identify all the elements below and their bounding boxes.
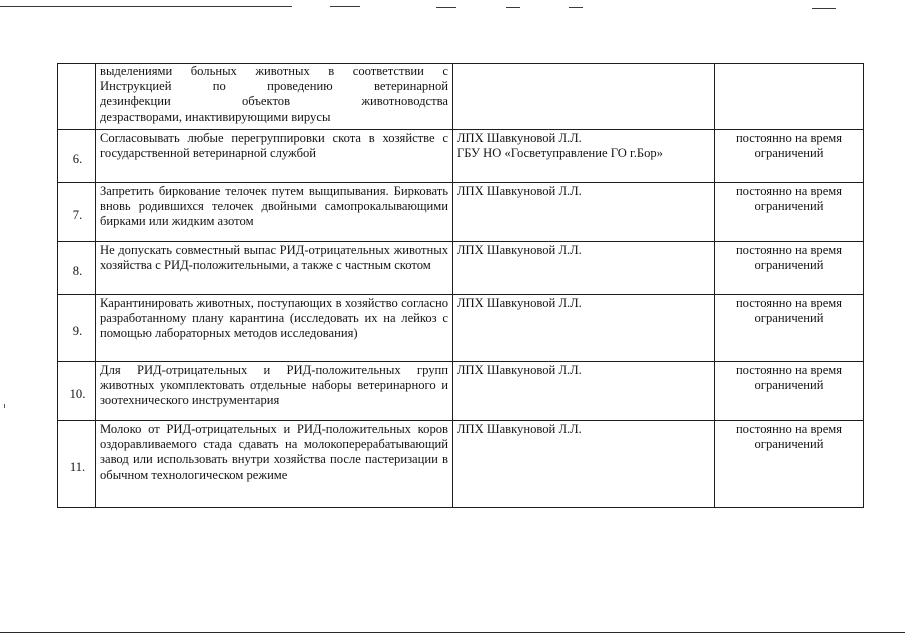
responsible-name: ГБУ НО «Госветуправление ГО г.Бор» <box>457 146 663 161</box>
scan-edge-line-top <box>506 7 520 8</box>
term-cell <box>715 64 864 130</box>
responsible-cell <box>453 295 715 362</box>
row-number-cell: 7. <box>58 183 96 242</box>
scan-edge-line-top <box>812 8 836 9</box>
table-row-continuation <box>58 64 864 130</box>
action-cell: Для РИД-отрицательных и РИД-положительных групп животных укомплектовать отдельные наборы ветеринарного и зоотехнического инструментария <box>96 362 453 421</box>
responsible-name: ЛПХ Шавкуновой Л.Л. <box>457 422 582 436</box>
row-number-cell <box>58 64 96 130</box>
row-number-cell: 10. <box>58 362 96 421</box>
row-number-cell: 8. <box>58 242 96 295</box>
action-cell: Молоко от РИД-отрицательных и РИД-положительных коров оздоравливаемого стада сдавать на молокоперерабатывающий завод или использовать внутри хозяйства после пастеризации в обычном технологическом режиме <box>96 421 453 508</box>
table-row <box>58 421 864 508</box>
action-cell: Карантинировать животных, поступающих в хозяйство согласно разработанному плану карантина (исследовать их на лейкоз с помощью лабораторных методов исследования) <box>96 295 453 362</box>
action-text-line: Инструкцией по проведению ветеринарной <box>100 79 448 94</box>
term-cell: постоянно на время ограничений <box>715 242 864 295</box>
scan-edge-line-top <box>330 6 360 7</box>
responsible-name: ЛПХ Шавкуновой Л.Л. <box>457 296 582 310</box>
term-cell: постоянно на время ограничений <box>715 421 864 508</box>
action-text-line: дезинфекции объектов животноводства <box>100 94 448 109</box>
scan-edge-line-top <box>569 7 583 8</box>
responsible-cell <box>453 183 715 242</box>
row-number-cell: 11. <box>58 421 96 508</box>
table-row <box>58 362 864 421</box>
term-cell: постоянно на время ограничений <box>715 362 864 421</box>
responsible-cell <box>453 64 715 130</box>
row-number-cell: 9. <box>58 295 96 362</box>
measures-table <box>57 63 864 508</box>
term-cell: постоянно на время ограничений <box>715 295 864 362</box>
action-cell: Согласовывать любые перегруппировки скота в хозяйстве с государственной ветеринарной службой <box>96 130 453 183</box>
term-cell: постоянно на время ограничений <box>715 183 864 242</box>
scan-edge-line-top <box>0 6 292 7</box>
table-row <box>58 242 864 295</box>
responsible-cell <box>453 242 715 295</box>
action-text-line: дезрастворами, инактивирующими вирусы <box>100 109 331 124</box>
responsible-cell <box>453 421 715 508</box>
table-row <box>58 130 864 183</box>
table-row <box>58 295 864 362</box>
responsible-name: ЛПХ Шавкуновой Л.Л. <box>457 243 582 257</box>
action-text-line: выделениями больных животных в соответствии с <box>100 64 448 78</box>
responsible-cell <box>453 362 715 421</box>
action-cell: Не допускать совместный выпас РИД-отрицательных животных хозяйства с РИД-положительными, а также с частным скотом <box>96 242 453 295</box>
row-number-cell: 6. <box>58 130 96 183</box>
responsible-name: ЛПХ Шавкуновой Л.Л. <box>457 184 582 198</box>
table-row <box>58 183 864 242</box>
scan-edge-line-top <box>436 7 456 8</box>
scan-speck <box>4 404 5 408</box>
responsible-cell <box>453 130 715 183</box>
responsible-name: ЛПХ Шавкуновой Л.Л. <box>457 131 582 145</box>
term-cell: постоянно на время ограничений <box>715 130 864 183</box>
action-cell <box>96 64 453 130</box>
scan-edge-line-bottom <box>0 632 905 633</box>
action-cell: Запретить биркование телочек путем выщипывания. Бирковать вновь родившихся телочек двойными самопрокалывающими бирками или жидким азотом <box>96 183 453 242</box>
responsible-name: ЛПХ Шавкуновой Л.Л. <box>457 363 582 377</box>
